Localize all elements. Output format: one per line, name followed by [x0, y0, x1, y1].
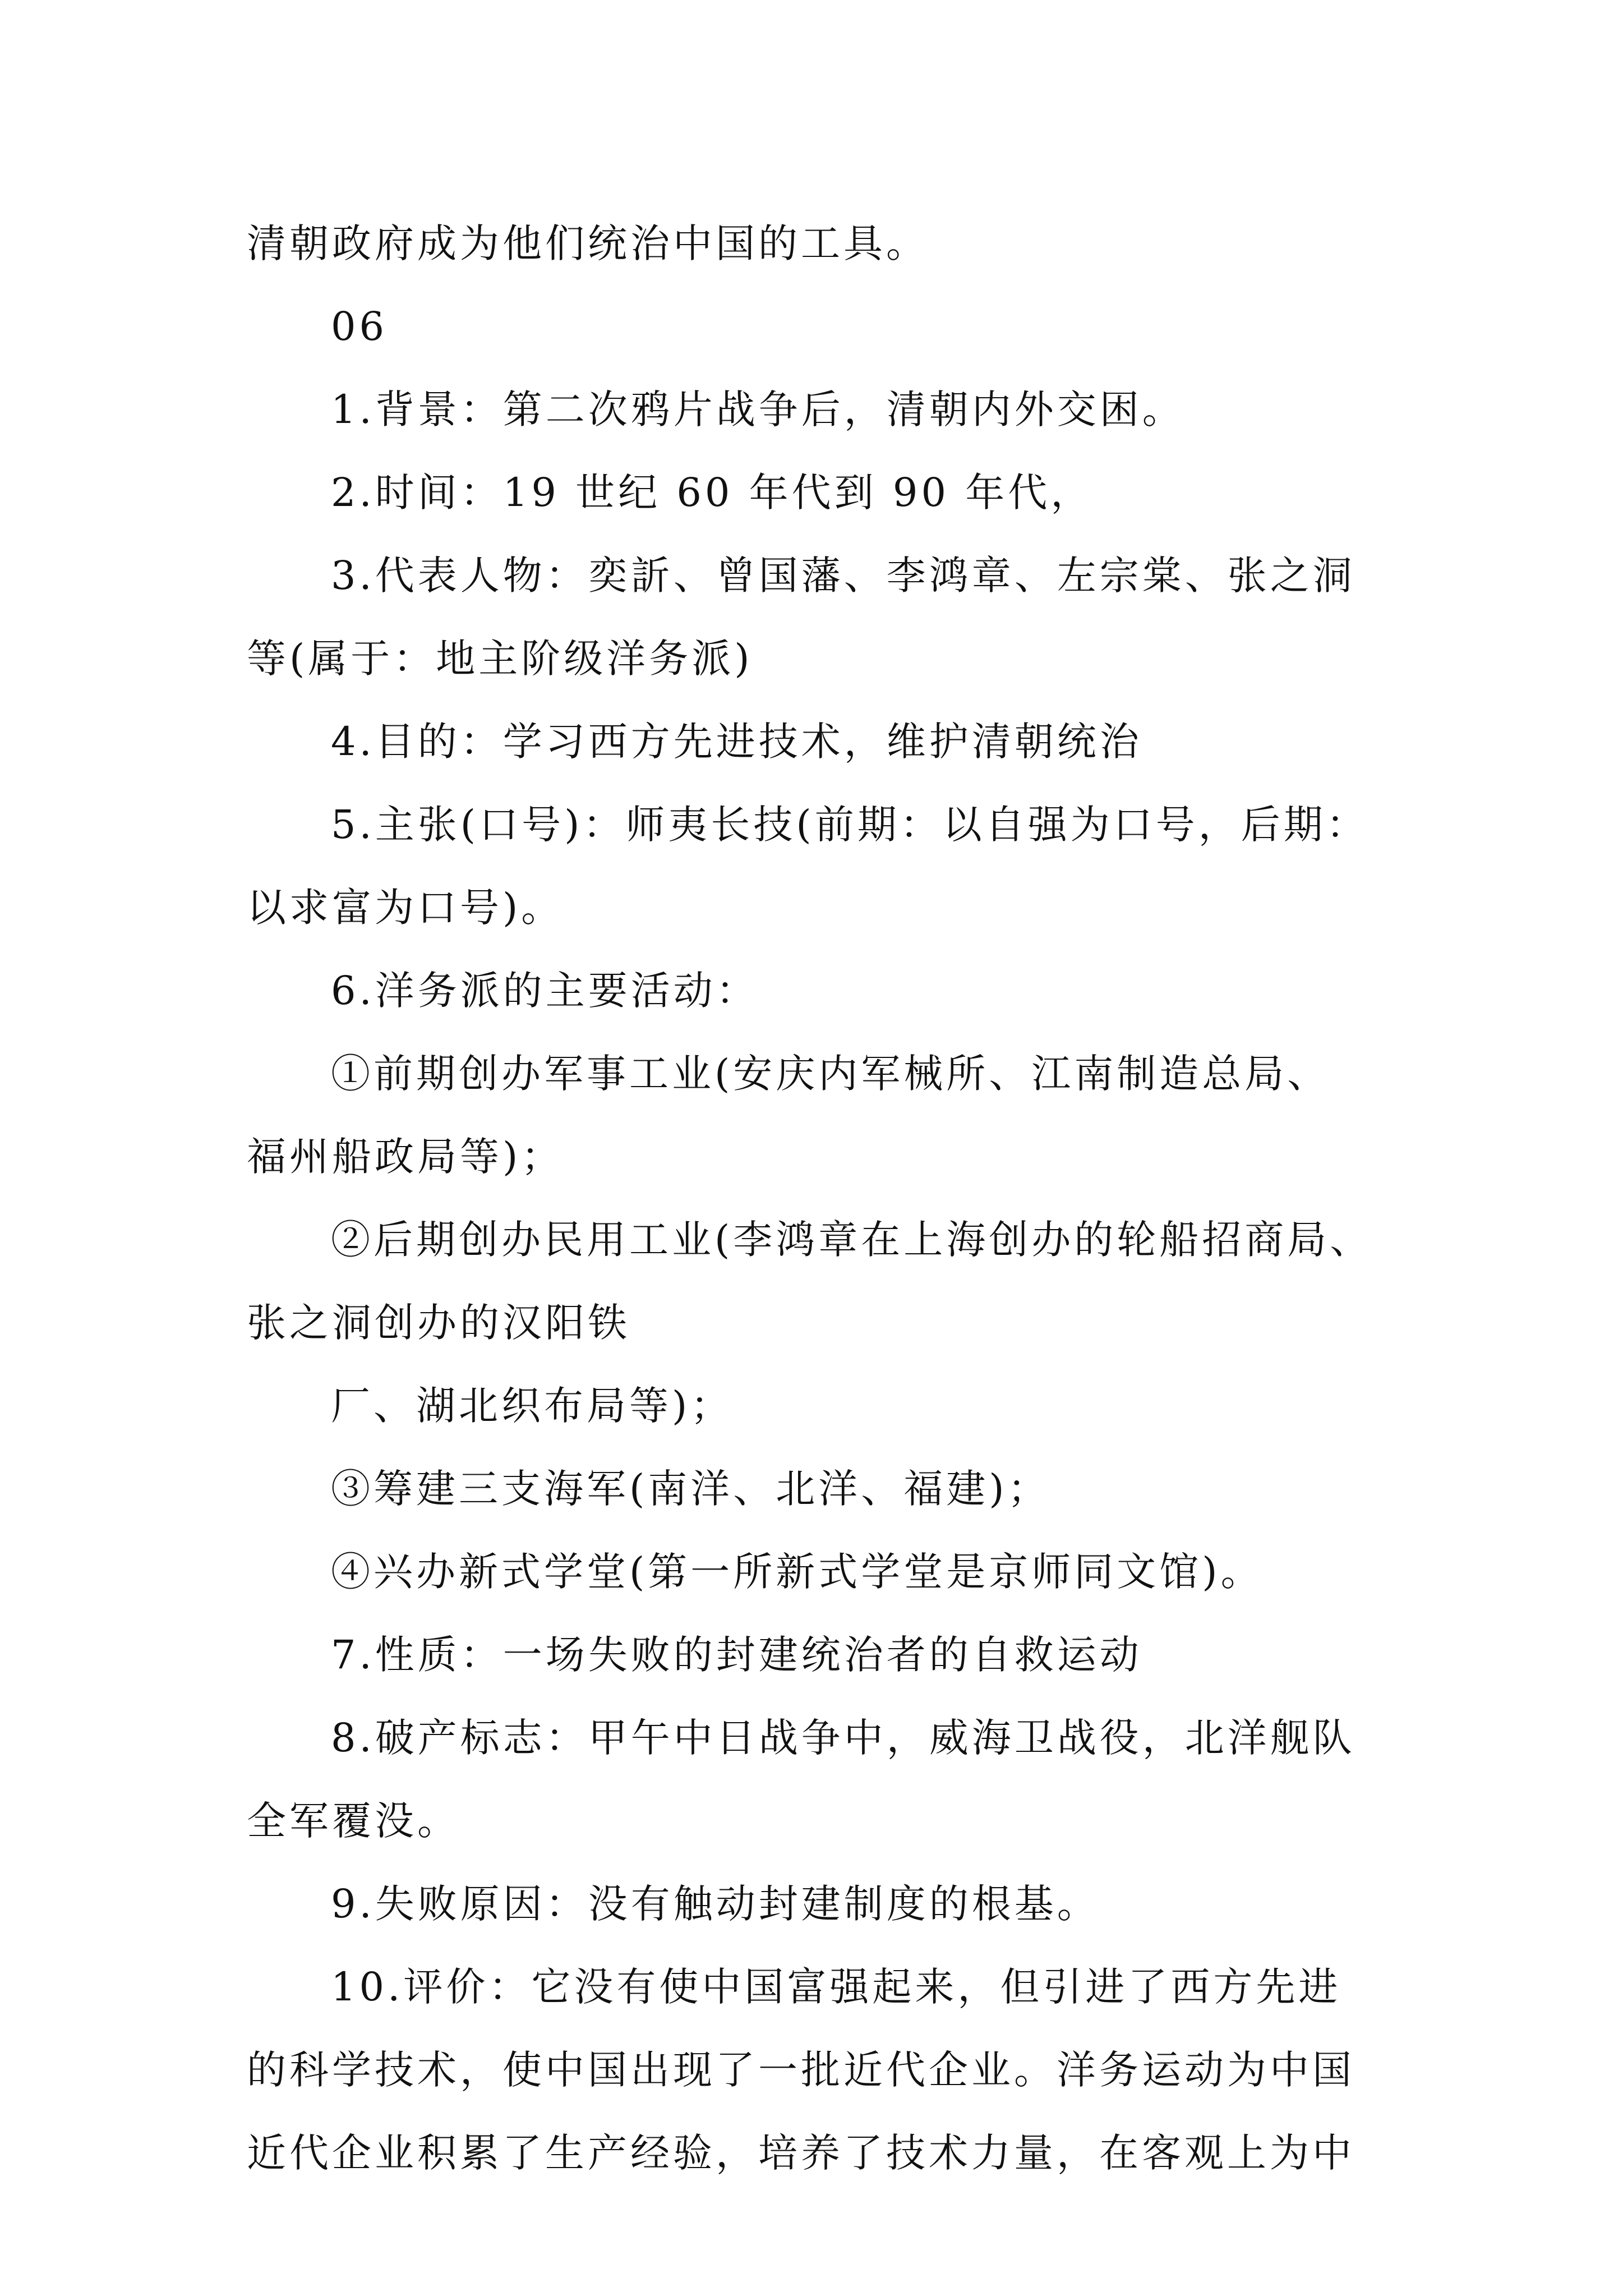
- text-line: 2.时间：19 世纪 60 年代到 90 年代，: [331, 470, 1094, 516]
- section-number: 06: [331, 303, 388, 349]
- text-line: 1.背景：第二次鸦片战争后，清朝内外交困。: [331, 386, 1185, 432]
- text-line: 3.代表人物：奕訢、曾国藩、李鸿章、左宗棠、张之洞: [331, 553, 1355, 599]
- text-line: 6.洋务派的主要活动：: [331, 968, 759, 1014]
- text-line: 全军覆没。: [247, 1798, 460, 1844]
- text-line: 以求富为口号)。: [247, 885, 564, 931]
- text-line: 10.评价：它没有使中国富强起来，但引进了西方先进: [331, 1964, 1341, 2010]
- text-line: 近代企业积累了生产经验，培养了技术力量，在客观上为中: [247, 2130, 1355, 2176]
- text-line: 4.目的：学习西方先进技术，维护清朝统治: [331, 719, 1142, 765]
- text-line: ①前期创办军事工业(安庆内军械所、江南制造总局、: [331, 1051, 1330, 1097]
- text-line: 5.主张(口号)：师夷长技(前期：以自强为口号，后期：: [331, 802, 1369, 848]
- text-line: ②后期创办民用工业(李鸿章在上海创办的轮船招商局、: [331, 1217, 1373, 1263]
- text-line: 的科学技术，使中国出现了一批近代企业。洋务运动为中国: [247, 2047, 1355, 2093]
- document-body: [247, 202, 1402, 2194]
- text-line: ④兴办新式学堂(第一所新式学堂是京师同文馆)。: [331, 1549, 1264, 1595]
- text-line: 清朝政府成为他们统治中国的工具。: [247, 220, 929, 266]
- text-line: 等(属于：地主阶级洋务派): [247, 636, 753, 682]
- text-line: 9.失败原因：没有触动封建制度的根基。: [331, 1881, 1100, 1927]
- text-line: 厂、湖北织布局等)；: [331, 1383, 734, 1429]
- text-line: 8.破产标志：甲午中日战争中，威海卫战役，北洋舰队: [331, 1715, 1355, 1761]
- text-line: ③筹建三支海军(南洋、北洋、福建)；: [331, 1466, 1050, 1512]
- text-line: 7.性质：一场失败的封建统治者的自救运动: [331, 1632, 1142, 1678]
- text-line: 张之洞创办的汉阳铁: [247, 1300, 630, 1346]
- text-line: 福州船政局等)；: [247, 1134, 564, 1180]
